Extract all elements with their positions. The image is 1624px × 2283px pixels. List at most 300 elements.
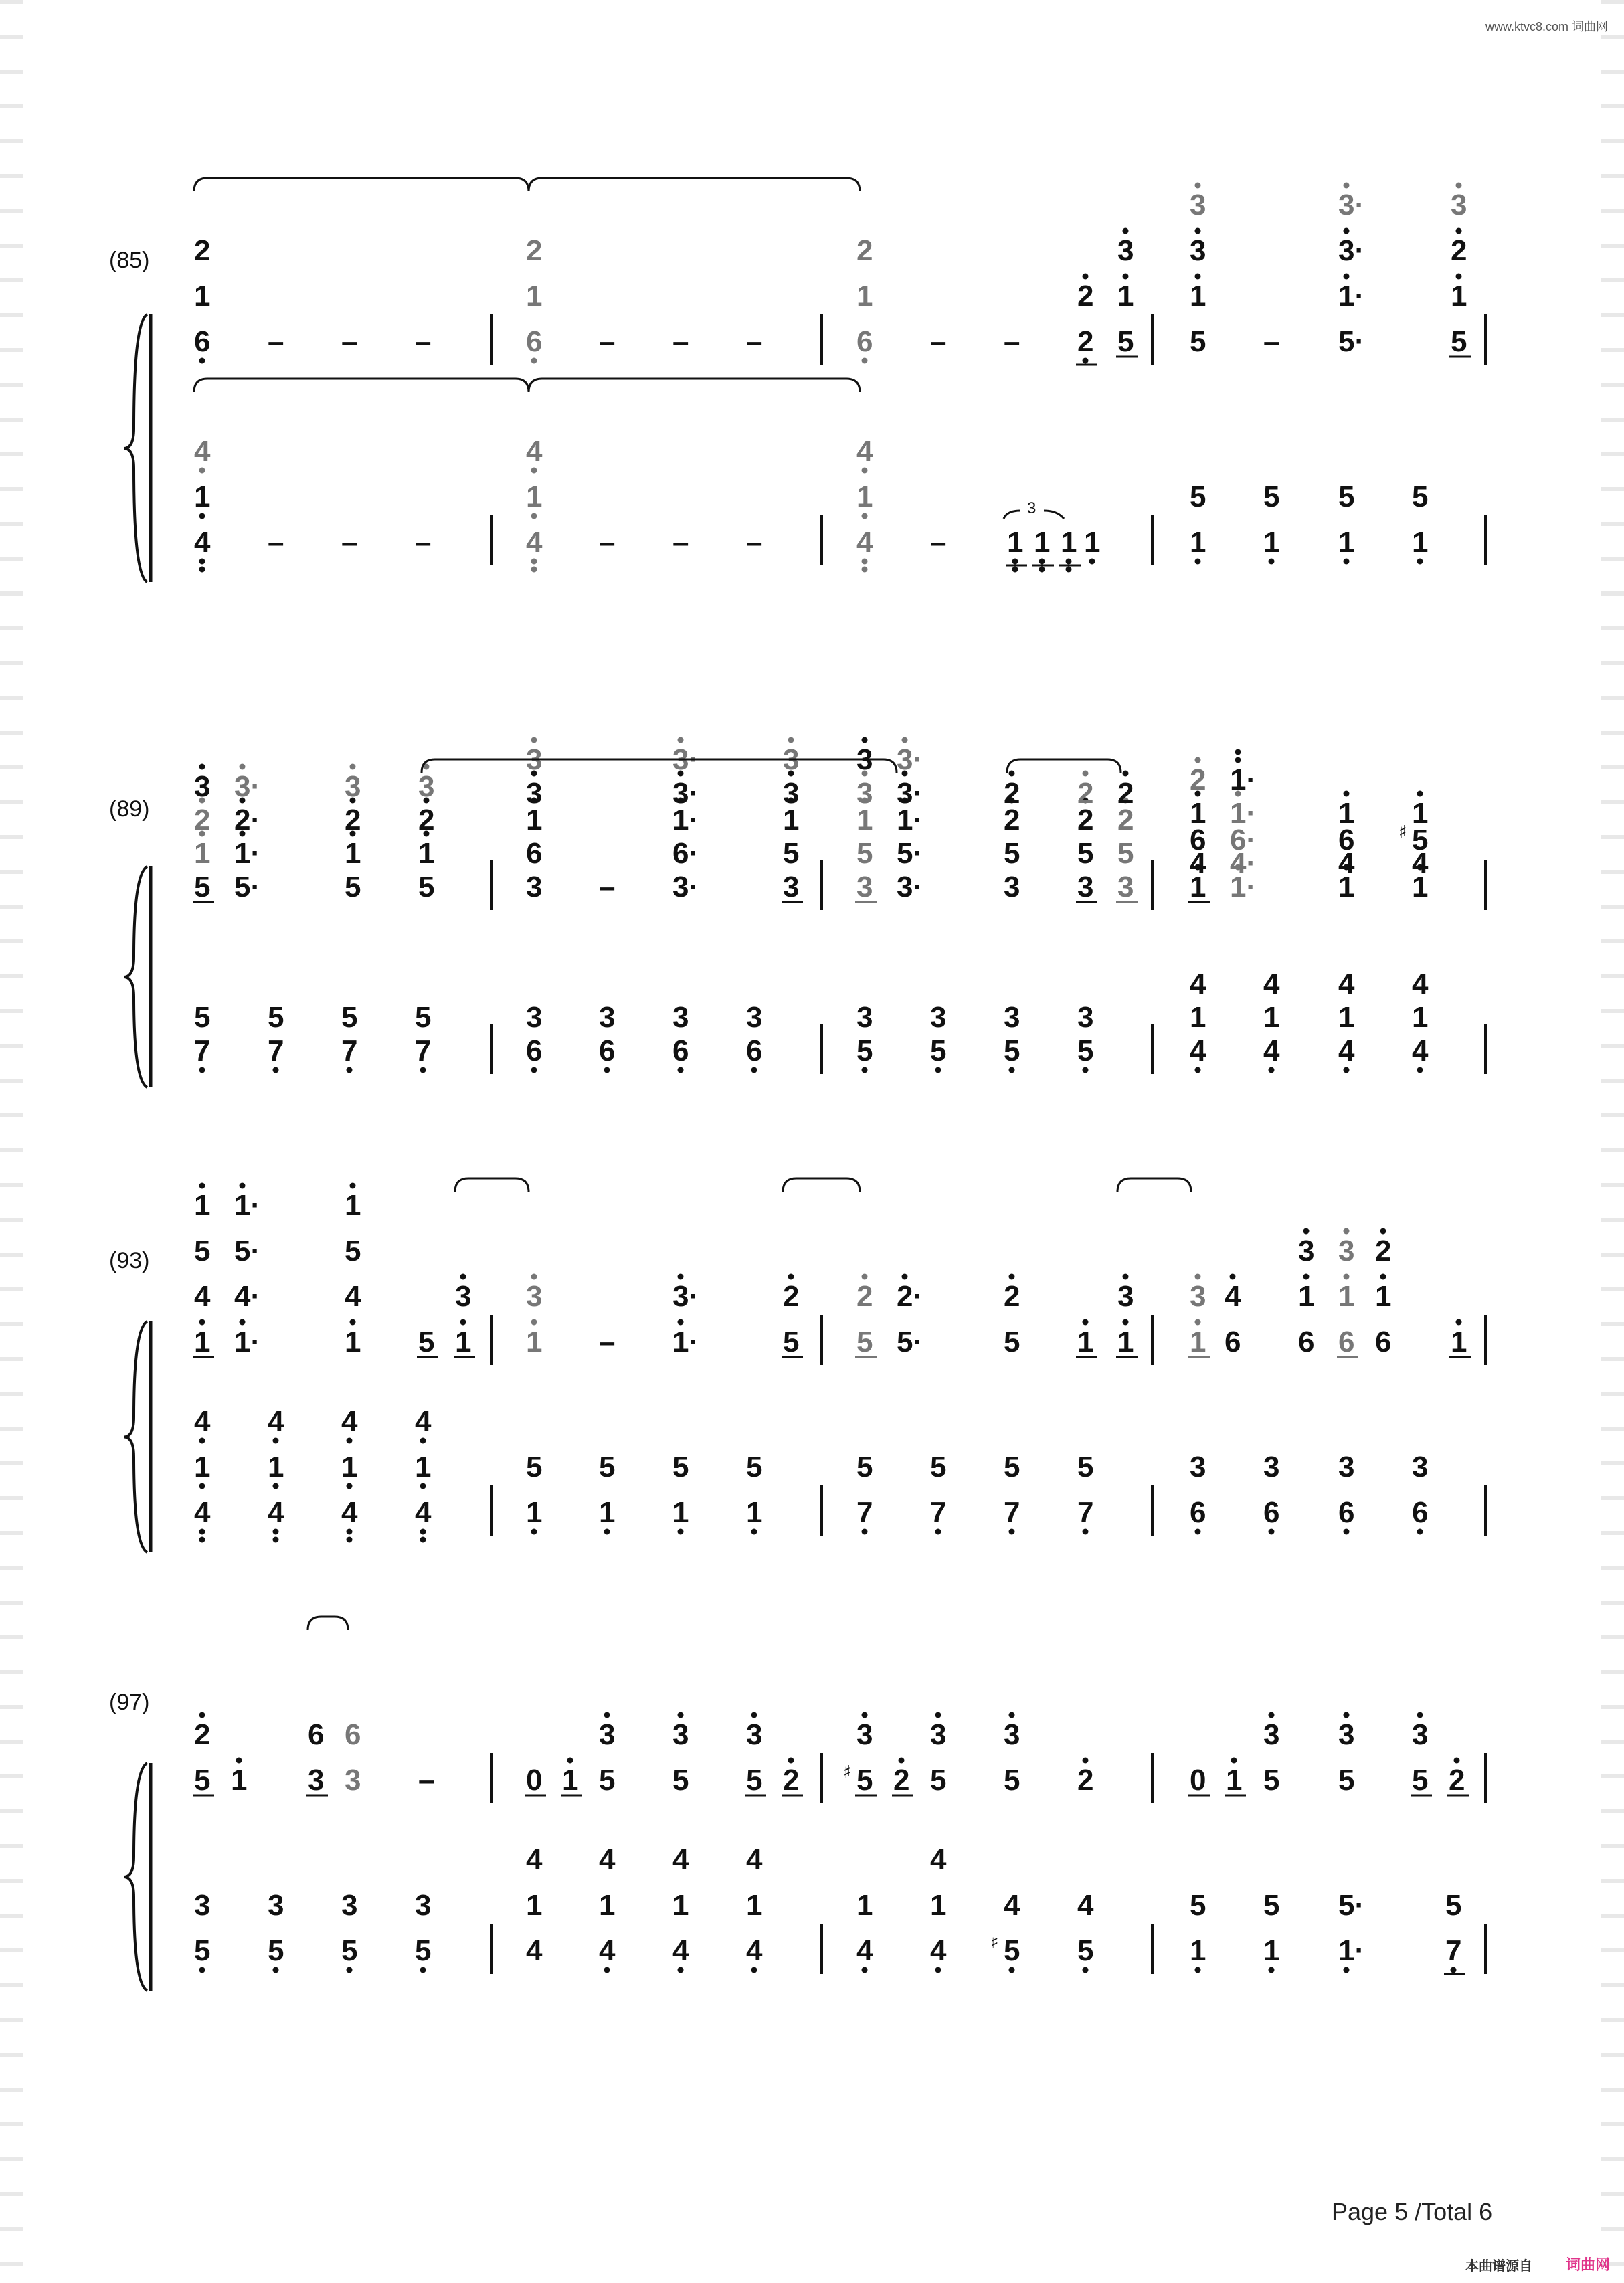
lower-note: 1 — [194, 480, 211, 513]
lower-note: 5 — [341, 1934, 358, 1967]
octave-dot-high — [240, 1183, 246, 1189]
upper-note: 1 — [418, 837, 435, 870]
upper-note: 1· — [1230, 763, 1257, 796]
octave-dot-high — [1195, 274, 1201, 280]
upper-note: 1 — [783, 804, 800, 836]
octave-dot-low — [678, 1529, 684, 1535]
upper-note: – — [418, 1764, 435, 1797]
octave-dot-low — [862, 1529, 868, 1535]
octave-dot-high — [1230, 1274, 1236, 1280]
octave-dot-low — [678, 1067, 684, 1073]
slur — [783, 1178, 860, 1192]
upper-note: 3· — [897, 743, 923, 776]
octave-dot-low — [751, 1967, 757, 1973]
octave-dot-high — [1009, 1274, 1015, 1280]
lower-note: – — [672, 526, 689, 559]
octave-dot-low — [273, 1537, 279, 1543]
upper-note: 2 — [1449, 1764, 1465, 1797]
lower-note: 5 — [268, 1001, 284, 1034]
octave-dot-low — [1012, 567, 1018, 573]
octave-dot-low — [347, 1067, 353, 1073]
upper-note: 3 — [1117, 871, 1134, 903]
octave-dot-low — [199, 358, 205, 364]
upper-note: 5 — [1077, 837, 1094, 870]
octave-dot-high — [350, 1183, 356, 1189]
octave-dot-high — [1195, 757, 1201, 763]
octave-dot-low — [1269, 1067, 1275, 1073]
lower-note: 7 — [194, 1034, 211, 1067]
upper-note: 5 — [345, 1235, 361, 1267]
upper-note: 5 — [856, 837, 873, 870]
upper-note: 1· — [672, 1326, 699, 1358]
octave-dot-high — [862, 737, 868, 743]
lower-note: 3 — [1263, 1451, 1280, 1483]
system-brace — [124, 1763, 147, 1991]
upper-note: 5 — [856, 1326, 873, 1358]
upper-note: 1 — [345, 1326, 361, 1358]
octave-dot-high — [199, 1183, 205, 1189]
octave-dot-low — [347, 1537, 353, 1543]
sharp-sign: ♯ — [990, 1933, 999, 1953]
lower-note: 5 — [1077, 1034, 1094, 1067]
octave-dot-low — [935, 1967, 941, 1973]
upper-note: 1 — [856, 804, 873, 836]
octave-dot-high — [1456, 274, 1462, 280]
lower-note: 4 — [1412, 968, 1429, 1000]
upper-note: 5· — [1338, 325, 1365, 358]
upper-note: 3 — [1117, 234, 1134, 267]
octave-dot-high — [935, 1712, 941, 1718]
octave-dot-low — [1269, 559, 1275, 565]
upper-note: 3 — [1190, 189, 1206, 221]
upper-note: 3· — [1338, 234, 1365, 267]
lower-note: 5 — [856, 1451, 873, 1483]
lower-note: 5 — [1338, 480, 1355, 513]
octave-dot-high — [1456, 183, 1462, 189]
lower-note: 4 — [599, 1934, 616, 1967]
upper-note: 6 — [526, 325, 543, 358]
lower-note: 6 — [672, 1034, 689, 1067]
upper-note: 6 — [1375, 1326, 1392, 1358]
octave-dot-high — [862, 1712, 868, 1718]
upper-note: 1 — [1190, 1326, 1206, 1358]
lower-note: – — [599, 526, 616, 559]
upper-note: – — [599, 1326, 616, 1358]
octave-dot-high — [751, 1712, 757, 1718]
lower-note: 6 — [1412, 1496, 1429, 1529]
upper-note: – — [1004, 325, 1020, 358]
octave-dot-high — [1344, 1274, 1350, 1280]
upper-note: – — [599, 871, 616, 903]
lower-note: 1 — [746, 1496, 763, 1529]
measure-number: (85) — [109, 248, 150, 273]
sharp-sign: ♯ — [1399, 822, 1407, 842]
lower-note: 7 — [856, 1496, 873, 1529]
octave-dot-high — [240, 764, 246, 770]
octave-dot-high — [1009, 771, 1015, 777]
upper-note: 6 — [345, 1718, 361, 1751]
octave-dot-high — [1083, 1319, 1089, 1326]
lower-note: 1 — [599, 1889, 616, 1922]
octave-dot-high — [1417, 791, 1423, 797]
octave-dot-high — [240, 1319, 246, 1326]
octave-dot-high — [531, 1274, 537, 1280]
lower-note: 4 — [1263, 968, 1280, 1000]
lower-note: 4 — [599, 1843, 616, 1876]
octave-dot-low — [531, 567, 537, 573]
octave-dot-high — [1344, 274, 1350, 280]
upper-note: 1 — [1412, 797, 1429, 830]
octave-dot-low — [1269, 1529, 1275, 1535]
upper-note: 3 — [746, 1718, 763, 1751]
upper-note: 1· — [234, 1189, 261, 1222]
lower-note: 1 — [672, 1496, 689, 1529]
slur — [1117, 1178, 1191, 1192]
lower-note: 6 — [599, 1034, 616, 1067]
upper-note: – — [672, 325, 689, 358]
octave-dot-low — [347, 1529, 353, 1535]
octave-dot-high — [1344, 1712, 1350, 1718]
upper-note: 1 — [1338, 871, 1355, 903]
upper-note: 5 — [345, 871, 361, 903]
lower-note: 1 — [1190, 526, 1206, 559]
upper-note: 4· — [1230, 847, 1257, 880]
lower-note: 1 — [1061, 526, 1077, 559]
upper-note: 3 — [418, 770, 435, 803]
lower-note: 6 — [1190, 1496, 1206, 1529]
octave-dot-low — [1083, 1967, 1089, 1973]
upper-note: 6· — [1230, 824, 1257, 856]
upper-note: 4 — [1338, 847, 1355, 880]
octave-dot-high — [1303, 1228, 1310, 1235]
octave-dot-high — [1123, 274, 1129, 280]
octave-dot-low — [199, 559, 205, 565]
upper-note: 5 — [1412, 824, 1429, 856]
upper-note: 1 — [1117, 1326, 1134, 1358]
upper-note: 4 — [1190, 847, 1206, 880]
upper-note: – — [1263, 325, 1280, 358]
octave-dot-high — [1344, 1228, 1350, 1235]
upper-note: 1 — [1375, 1280, 1392, 1313]
lower-note: 6 — [1263, 1496, 1280, 1529]
upper-note: 1· — [234, 1326, 261, 1358]
upper-note: 1 — [345, 837, 361, 870]
upper-note: 2 — [1117, 777, 1134, 810]
lower-note: – — [268, 526, 284, 559]
upper-note: 5 — [194, 1235, 211, 1267]
lower-note: 5 — [930, 1451, 947, 1483]
upper-note: 6 — [1338, 824, 1355, 856]
octave-dot-low — [1451, 1967, 1457, 1973]
lower-note: 1 — [526, 1496, 543, 1529]
lower-note: 4 — [194, 435, 211, 468]
lower-note: 4 — [526, 1843, 543, 1876]
lower-note: 3 — [415, 1889, 432, 1922]
upper-note: – — [415, 325, 432, 358]
upper-note: 3 — [1117, 1280, 1134, 1313]
octave-dot-low — [531, 468, 537, 474]
upper-note: 1· — [897, 804, 923, 836]
lower-note: 4 — [268, 1496, 284, 1529]
lower-note: 4 — [930, 1934, 947, 1967]
lower-note: 1 — [1007, 526, 1024, 559]
lower-note: 4 — [1338, 968, 1355, 1000]
upper-note: 1 — [562, 1764, 579, 1797]
upper-note: 3 — [1451, 189, 1467, 221]
lower-note: 6 — [1338, 1496, 1355, 1529]
upper-note: 1 — [1190, 280, 1206, 312]
lower-note: 5· — [1338, 1889, 1365, 1922]
upper-note: 3 — [1004, 1718, 1020, 1751]
upper-note: 1 — [231, 1764, 248, 1797]
octave-dot-low — [604, 1967, 610, 1973]
lower-note: 5 — [1077, 1451, 1094, 1483]
lower-note: 1 — [415, 1451, 432, 1483]
upper-note: 1 — [1077, 1326, 1094, 1358]
upper-note: 2 — [893, 1764, 910, 1797]
sharp-sign: ♯ — [843, 1762, 852, 1783]
upper-note: 1 — [526, 1326, 543, 1358]
octave-dot-high — [1123, 771, 1129, 777]
octave-dot-low — [862, 1067, 868, 1073]
lower-note: 1 — [341, 1451, 358, 1483]
lower-note: – — [415, 526, 432, 559]
upper-note: 2 — [1077, 325, 1094, 358]
octave-dot-low — [531, 513, 537, 519]
upper-note: 3· — [897, 777, 923, 810]
octave-dot-high — [1456, 1319, 1462, 1326]
octave-dot-high — [199, 764, 205, 770]
octave-dot-low — [1195, 1067, 1201, 1073]
lower-note: 1 — [1338, 1001, 1355, 1034]
upper-note: 3 — [1298, 1235, 1315, 1267]
upper-note: 2 — [1004, 1280, 1020, 1313]
lower-note: 6 — [526, 1034, 543, 1067]
octave-dot-low — [531, 1067, 537, 1073]
octave-dot-high — [567, 1758, 573, 1764]
site-logo: 词曲网 — [1566, 2256, 1611, 2273]
upper-note: 5 — [418, 871, 435, 903]
octave-dot-high — [1195, 228, 1201, 234]
upper-note: 1· — [1230, 871, 1257, 903]
octave-dot-low — [199, 1537, 205, 1543]
lower-note: 1 — [268, 1451, 284, 1483]
upper-note: 6 — [856, 325, 873, 358]
upper-note: 5 — [1117, 325, 1134, 358]
upper-note: 3· — [897, 871, 923, 903]
lower-note: 4 — [1190, 968, 1206, 1000]
upper-note: 0 — [1190, 1764, 1206, 1797]
upper-note: 0 — [526, 1764, 543, 1797]
source-label: 本曲谱源自 — [1465, 2259, 1532, 2274]
upper-note: 2 — [418, 804, 435, 836]
lower-note: 3 — [746, 1001, 763, 1034]
lower-note: 5 — [1004, 1451, 1020, 1483]
upper-note: 2 — [1077, 777, 1094, 810]
slur — [529, 178, 860, 191]
octave-dot-high — [531, 1319, 537, 1326]
octave-dot-low — [420, 1483, 426, 1489]
upper-note: 2 — [526, 234, 543, 267]
lower-note: 5 — [1445, 1889, 1462, 1922]
upper-note: 5 — [1004, 1764, 1020, 1797]
lower-note: 4 — [672, 1843, 689, 1876]
system-brace — [124, 314, 147, 582]
upper-note: 5 — [1190, 325, 1206, 358]
octave-dot-low — [347, 1967, 353, 1973]
lower-note: 1 — [1263, 526, 1280, 559]
upper-note: 3 — [1004, 871, 1020, 903]
octave-dot-low — [420, 1438, 426, 1444]
octave-dot-low — [935, 1067, 941, 1073]
octave-dot-low — [199, 513, 205, 519]
lower-note: 1 — [856, 480, 873, 513]
upper-note: 1 — [1412, 871, 1429, 903]
lower-note: 7 — [1445, 1934, 1462, 1967]
octave-dot-high — [1083, 771, 1089, 777]
lower-note: 4 — [268, 1405, 284, 1438]
upper-note: 3 — [1190, 1280, 1206, 1313]
upper-note: 6 — [308, 1718, 325, 1751]
octave-dot-low — [862, 559, 868, 565]
upper-note: 2 — [194, 1718, 211, 1751]
upper-note: 6 — [1338, 1326, 1355, 1358]
upper-note: – — [268, 325, 284, 358]
lower-note: 5 — [1004, 1034, 1020, 1067]
octave-dot-low — [1009, 1529, 1015, 1535]
lower-note: – — [746, 526, 763, 559]
octave-dot-high — [788, 737, 794, 743]
lower-note: 7 — [415, 1034, 432, 1067]
upper-note: 6 — [1190, 824, 1206, 856]
upper-note: 2 — [783, 1280, 800, 1313]
lower-note: 4 — [194, 1405, 211, 1438]
upper-note: 3 — [856, 777, 873, 810]
upper-note: 5· — [897, 837, 923, 870]
lower-note: 3 — [1190, 1451, 1206, 1483]
lower-note: 5 — [1412, 480, 1429, 513]
octave-dot-low — [273, 1967, 279, 1973]
octave-dot-low — [1195, 1529, 1201, 1535]
upper-note: 1 — [194, 1189, 211, 1222]
octave-dot-low — [1083, 1067, 1089, 1073]
octave-dot-low — [1417, 559, 1423, 565]
upper-note: 3 — [783, 871, 800, 903]
lower-note: 3 — [268, 1889, 284, 1922]
lower-note: 1 — [1412, 526, 1429, 559]
upper-note: 3 — [345, 770, 361, 803]
upper-note: 1 — [526, 280, 543, 312]
octave-dot-high — [199, 1712, 205, 1718]
lower-note: 4 — [341, 1405, 358, 1438]
upper-note: 5 — [1117, 837, 1134, 870]
upper-note: 2 — [1117, 804, 1134, 836]
upper-note: 5· — [234, 871, 261, 903]
upper-note: 1 — [1190, 797, 1206, 830]
octave-dot-high — [899, 1758, 905, 1764]
octave-dot-high — [1456, 228, 1462, 234]
lower-note: 1 — [599, 1496, 616, 1529]
upper-note: 1· — [672, 804, 699, 836]
upper-note: 2 — [1004, 804, 1020, 836]
upper-note: 5 — [1004, 837, 1020, 870]
upper-note: 1 — [194, 837, 211, 870]
system-brace — [124, 1321, 147, 1552]
upper-note: 1 — [194, 1326, 211, 1358]
lower-note: 3 — [341, 1889, 358, 1922]
upper-note: 2· — [897, 1280, 923, 1313]
lower-note: 4 — [1004, 1889, 1020, 1922]
octave-dot-low — [420, 1537, 426, 1543]
octave-dot-low — [604, 1067, 610, 1073]
upper-note: 5 — [194, 1764, 211, 1797]
lower-note: 4 — [856, 1934, 873, 1967]
upper-note: 2 — [856, 234, 873, 267]
lower-note: 5 — [746, 1451, 763, 1483]
octave-dot-high — [199, 1319, 205, 1326]
octave-dot-high — [1380, 1274, 1386, 1280]
upper-note: 3 — [930, 1718, 947, 1751]
upper-note: 5 — [783, 1326, 800, 1358]
slur — [194, 379, 529, 392]
upper-note: 5 — [856, 1764, 873, 1797]
octave-dot-low — [273, 1529, 279, 1535]
upper-note: 1· — [1338, 280, 1365, 312]
lower-note: 4 — [415, 1405, 432, 1438]
lower-note: 7 — [1077, 1496, 1094, 1529]
octave-dot-high — [678, 1319, 684, 1326]
measure-number: (97) — [109, 1690, 150, 1715]
slur — [422, 759, 897, 773]
lower-note: 5 — [856, 1034, 873, 1067]
upper-note: 3 — [1338, 1718, 1355, 1751]
octave-dot-high — [902, 1274, 908, 1280]
octave-dot-high — [1380, 1228, 1386, 1235]
upper-note: 4 — [1412, 847, 1429, 880]
lower-note: 1 — [672, 1889, 689, 1922]
octave-dot-low — [420, 1529, 426, 1535]
octave-dot-low — [199, 1529, 205, 1535]
octave-dot-low — [862, 1967, 868, 1973]
lower-note: 6 — [746, 1034, 763, 1067]
lower-note: 5 — [194, 1934, 211, 1967]
lower-note: 3 — [1077, 1001, 1094, 1034]
upper-note: 3 — [526, 871, 543, 903]
upper-note: 2 — [194, 234, 211, 267]
octave-dot-high — [1195, 1319, 1201, 1326]
octave-dot-low — [751, 1529, 757, 1535]
upper-note: 5 — [930, 1764, 947, 1797]
octave-dot-high — [1083, 1758, 1089, 1764]
upper-note: 5 — [746, 1764, 763, 1797]
upper-note: 3 — [194, 770, 211, 803]
lower-note: 7 — [1004, 1496, 1020, 1529]
upper-note: 1 — [1298, 1280, 1315, 1313]
upper-note: 5· — [234, 1235, 261, 1267]
octave-dot-low — [1344, 559, 1350, 565]
upper-note: 6 — [194, 325, 211, 358]
octave-dot-low — [420, 1967, 426, 1973]
octave-dot-low — [1344, 1529, 1350, 1535]
octave-dot-low — [1039, 559, 1045, 565]
octave-dot-low — [935, 1529, 941, 1535]
lower-note: 4 — [526, 526, 543, 559]
lower-note: 4 — [1263, 1034, 1280, 1067]
lower-note: 1 — [1190, 1001, 1206, 1034]
octave-dot-low — [1195, 1967, 1201, 1973]
lower-note: 4 — [194, 526, 211, 559]
octave-dot-high — [1344, 228, 1350, 234]
